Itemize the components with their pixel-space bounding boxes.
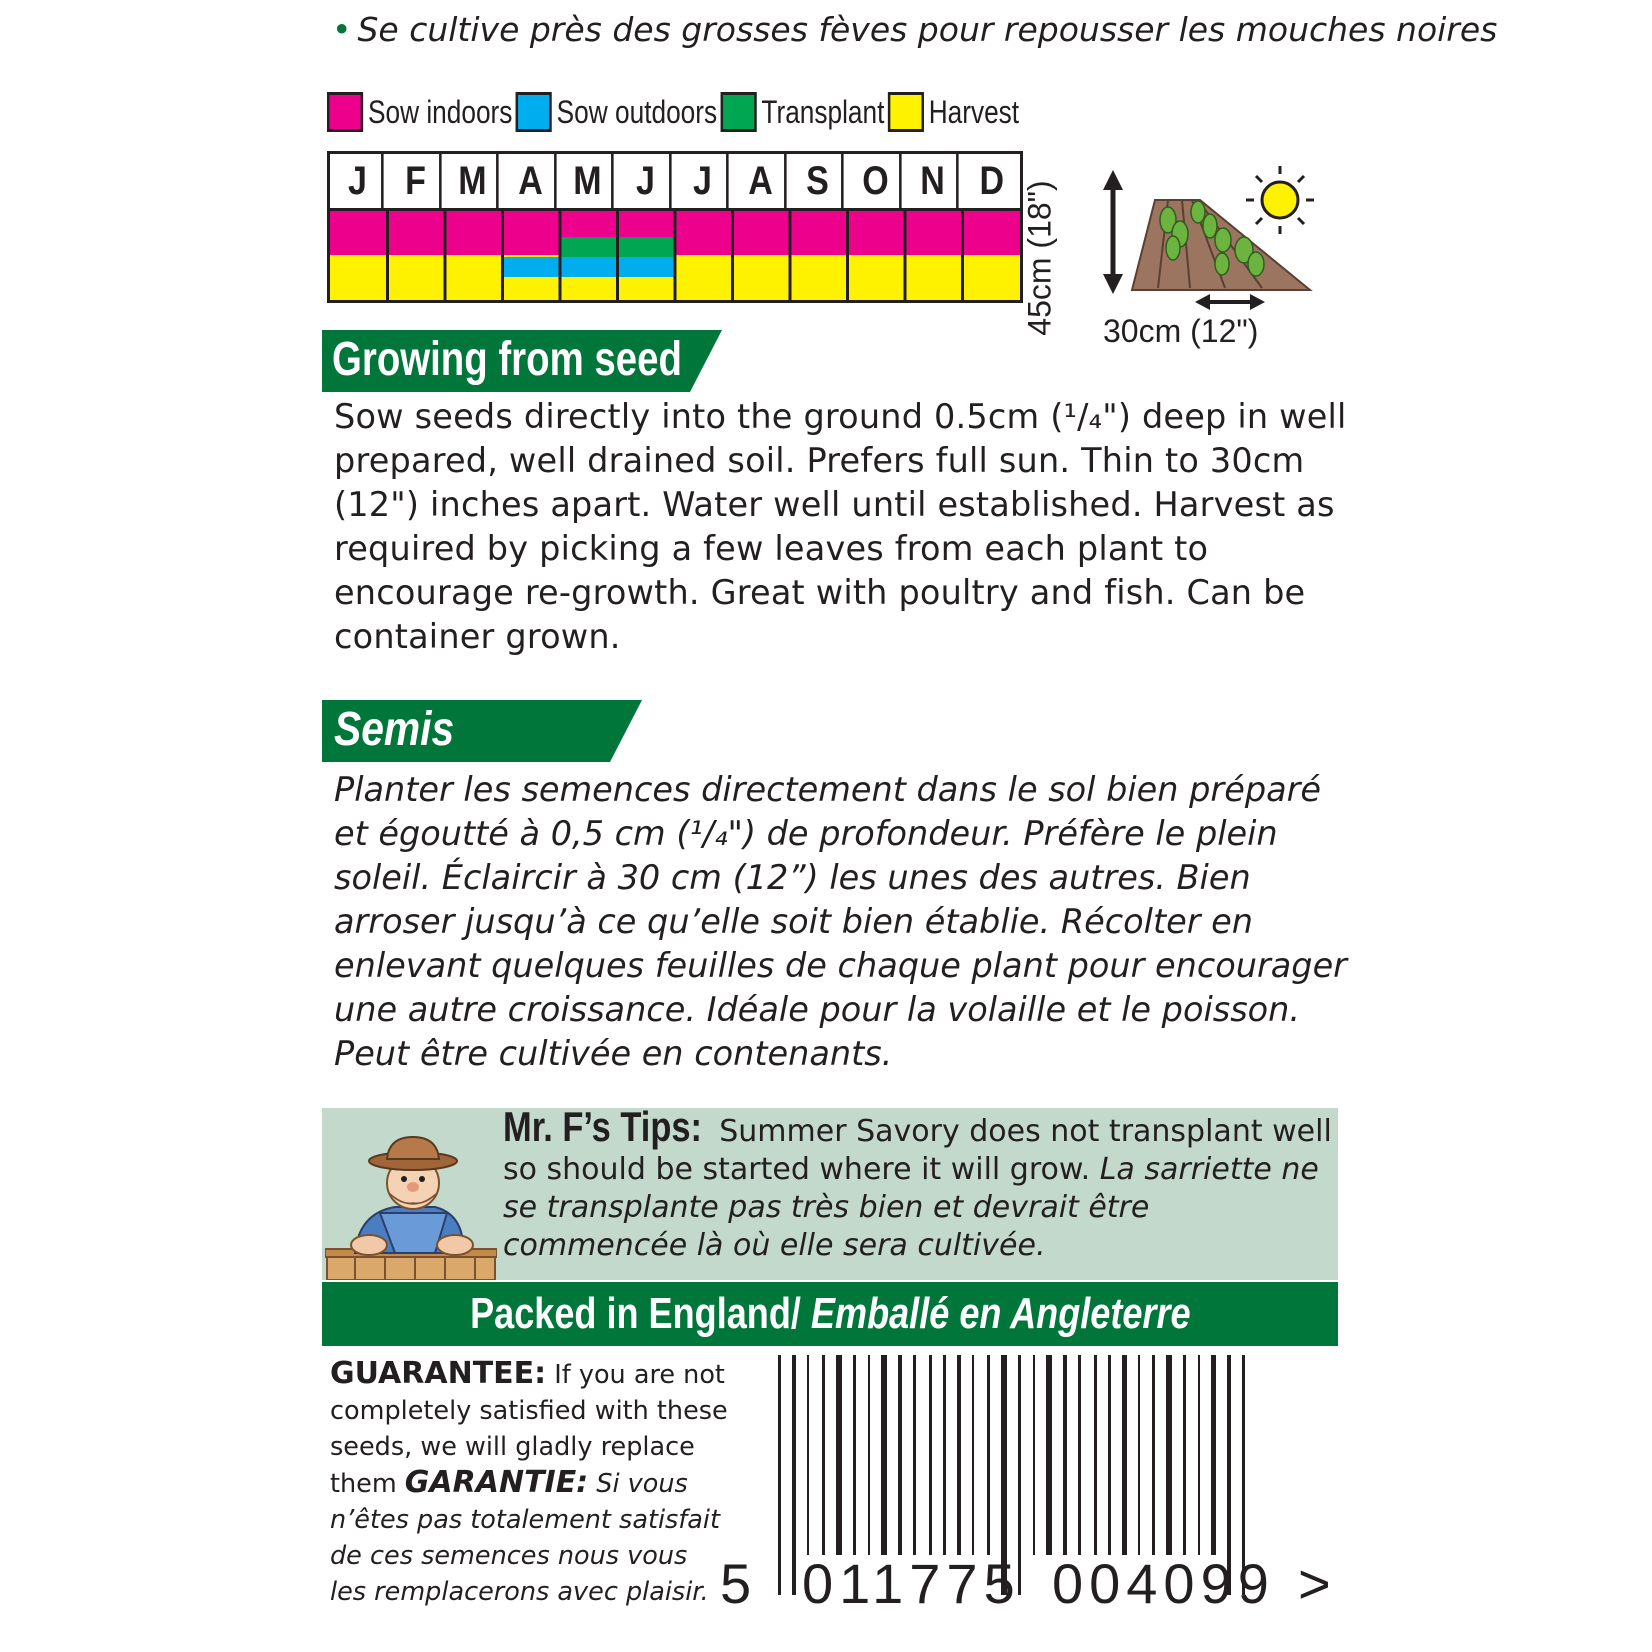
intro-line bbox=[332, 10, 1497, 49]
semis-heading: Semis bbox=[334, 703, 455, 756]
barcode-bar bbox=[972, 1355, 974, 1555]
harvest-bar-2 bbox=[445, 255, 503, 300]
legend-transplant bbox=[720, 92, 884, 132]
barcode-bar bbox=[1033, 1355, 1035, 1555]
barcode-bar bbox=[1152, 1355, 1155, 1555]
mr-f-mascot bbox=[325, 1135, 497, 1280]
legend-label: Sow outdoors bbox=[556, 93, 718, 130]
barcode-bar bbox=[792, 1355, 796, 1595]
harvest-bar-10 bbox=[905, 255, 963, 300]
month-3: A bbox=[507, 154, 556, 208]
semis-instructions bbox=[334, 768, 1354, 1076]
barcode-bar bbox=[929, 1355, 932, 1555]
month-6: J bbox=[679, 154, 728, 208]
guarantee-text-en: If you are not completely satisfied with these seeds, we will gladly replace them bbox=[330, 1360, 728, 1499]
barcode-bar bbox=[868, 1355, 870, 1555]
harvest-bar-11 bbox=[963, 255, 1021, 300]
guarantee-text-fr: Si vous n’êtes pas totalement satisfait de ces semences nous vous les remplacerons avec plaisir. bbox=[330, 1469, 720, 1607]
packed-en: Packed in England/ bbox=[469, 1289, 811, 1338]
month-1: F bbox=[392, 154, 441, 208]
calendar-months bbox=[330, 154, 1020, 208]
barcode-bar bbox=[853, 1355, 856, 1555]
legend-swatch bbox=[888, 92, 924, 132]
plant-spacing-arrow-icon bbox=[1195, 294, 1265, 310]
barcode-bar bbox=[1211, 1355, 1216, 1555]
month-8: S bbox=[794, 154, 843, 208]
legend-swatch bbox=[720, 92, 756, 132]
packed-banner bbox=[322, 1282, 1338, 1346]
month-0: J bbox=[334, 154, 383, 208]
month-11: D bbox=[978, 158, 1004, 203]
barcode-bar bbox=[1198, 1355, 1200, 1555]
harvest-bar-9 bbox=[848, 255, 906, 300]
barcode-bar bbox=[836, 1355, 842, 1555]
month-5: J bbox=[622, 154, 671, 208]
harvest-bar-6 bbox=[675, 255, 733, 300]
barcode-bar bbox=[1138, 1355, 1140, 1555]
calendar-bars bbox=[330, 211, 1020, 300]
barcode-group-2: 004099 bbox=[1052, 1552, 1275, 1615]
harvest-bar-7 bbox=[733, 255, 791, 300]
growing-text: Sow seeds directly into the ground 0.5cm (¹/₄") deep in well prepared, well drained soil. Prefers full sun. Thin to 30cm (12") inches apart. Water well until established. Harvest as required by picking a few leaves from each plant to encourage re-growth. Great with poultry and fish. Can be container grown. bbox=[334, 397, 1347, 656]
barcode-bar bbox=[1078, 1355, 1081, 1555]
legend-sow-outdoors bbox=[516, 92, 717, 132]
packed-fr: Emballé en Angleterre bbox=[810, 1289, 1191, 1338]
barcode-bar bbox=[1108, 1355, 1111, 1555]
barcode bbox=[708, 1355, 1344, 1615]
legend-label: Transplant bbox=[761, 93, 885, 130]
transplant-bar-5 bbox=[618, 237, 676, 257]
legend-swatch bbox=[327, 92, 363, 132]
legend-swatch bbox=[516, 92, 552, 132]
harvest-bar-1 bbox=[388, 255, 446, 300]
barcode-bar bbox=[1094, 1355, 1097, 1555]
month-7: A bbox=[737, 154, 786, 208]
barcode-lead-digit: 5 bbox=[720, 1552, 752, 1615]
barcode-bar bbox=[807, 1355, 809, 1555]
barcode-bar bbox=[1122, 1355, 1127, 1555]
transplant-bar-4 bbox=[560, 237, 618, 257]
tips-text-en: Summer Savory does not transplant well so should be started where it will grow. bbox=[503, 1114, 1332, 1187]
barcode-bar bbox=[913, 1355, 916, 1555]
plant-spacing-label: 30cm (12") bbox=[1103, 313, 1259, 349]
month-10: N bbox=[909, 154, 958, 208]
barcode-bar bbox=[898, 1355, 902, 1555]
barcode-bar bbox=[881, 1355, 887, 1555]
barcode-bar bbox=[1063, 1355, 1067, 1555]
legend-sow-indoors bbox=[327, 92, 512, 132]
legend-label: Harvest bbox=[928, 93, 1020, 130]
row-spacing-arrow-icon bbox=[1103, 170, 1123, 294]
row-spacing-label-wrap bbox=[1020, 178, 1060, 338]
guarantee-text bbox=[330, 1356, 730, 1610]
barcode-end-mark: > bbox=[1298, 1552, 1331, 1615]
legend-label: Sow indoors bbox=[368, 93, 513, 130]
guarantee-label-fr: GARANTIE: bbox=[404, 1465, 589, 1500]
sow-outdoors-bar-3 bbox=[503, 257, 561, 277]
bullet: • bbox=[332, 10, 352, 49]
calendar-legend bbox=[327, 90, 1022, 134]
sow-outdoors-bar-4 bbox=[560, 257, 618, 277]
intro-text: Se cultive près des grosses fèves pour repousser les mouches noires bbox=[357, 10, 1498, 49]
barcode-bar bbox=[957, 1355, 961, 1555]
barcode-bar bbox=[1183, 1355, 1186, 1555]
growing-instructions bbox=[334, 395, 1354, 659]
legend-harvest bbox=[888, 92, 1019, 132]
month-4: M bbox=[564, 154, 613, 208]
sowing-calendar bbox=[327, 151, 1023, 303]
harvest-bar-0 bbox=[330, 255, 388, 300]
sow-outdoors-bar-5 bbox=[618, 257, 676, 277]
tips-text bbox=[503, 1103, 1333, 1265]
harvest-bar-8 bbox=[790, 255, 848, 300]
barcode-bar bbox=[1166, 1355, 1172, 1555]
row-spacing-label: 45cm (18") bbox=[1021, 180, 1058, 336]
barcode-bar bbox=[943, 1355, 946, 1555]
tips-label: Mr. F’s Tips: bbox=[503, 1103, 703, 1150]
month-9: O bbox=[852, 154, 901, 208]
barcode-bar bbox=[822, 1355, 825, 1555]
gardener-icon bbox=[351, 1137, 473, 1255]
tips-text-fr: La sarriette ne se transplante pas très bien et devrait être commencée là où elle sera cultivée. bbox=[503, 1152, 1319, 1263]
barcode-group-1: 011775 bbox=[802, 1552, 1021, 1615]
barcode-bar bbox=[778, 1355, 781, 1595]
month-2: M bbox=[449, 154, 498, 208]
sun-icon bbox=[1246, 166, 1314, 234]
semis-text: Planter les semences directement dans le sol bien préparé et égoutté à 0,5 cm (¹/₄") de profondeur. Préfère le plein soleil. Éclaircir à 30 cm (12”) les unes des autres. Bien arroser jusqu’à ce qu’elle soit bien établie. Récolter en enlevant quelques feuilles de chaque plant pour encourager une autre croissance. Idéale pour la volaille et le poisson. Peut être cultivée en contenants. bbox=[334, 770, 1347, 1073]
guarantee-label-en: GUARANTEE: bbox=[330, 1356, 547, 1391]
barcode-bar bbox=[1046, 1355, 1052, 1555]
growing-heading: Growing from seed bbox=[332, 333, 682, 386]
barcode-bar bbox=[987, 1355, 990, 1555]
